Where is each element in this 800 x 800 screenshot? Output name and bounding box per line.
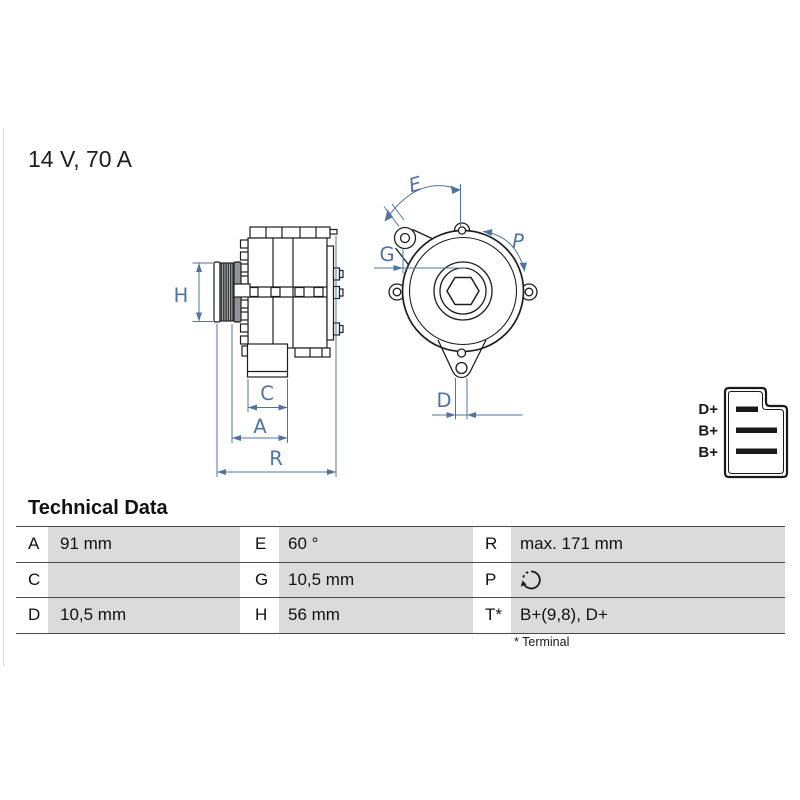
dim-label-a: A [253, 415, 267, 438]
param-value: 10,5 mm [48, 598, 240, 633]
product-rating-title: 14 V, 70 A [28, 146, 133, 172]
technical-data-table [16, 526, 785, 634]
param-value: max. 171 mm [511, 527, 785, 562]
param-key: H [240, 598, 279, 633]
pin-bar-bplus-1 [736, 428, 777, 434]
rotation-direction-icon [520, 568, 544, 592]
param-key: P [473, 563, 511, 598]
connector-pin-label-dplus: D+ [698, 401, 718, 418]
terminal-footnote: * Terminal [514, 635, 570, 649]
side-view-drawing [214, 227, 343, 377]
param-key: E [240, 527, 279, 562]
param-key: R [473, 527, 511, 562]
param-value: 56 mm [279, 598, 473, 633]
dim-label-c: C [260, 382, 274, 405]
dim-label-r: R [269, 447, 283, 470]
pin-bar-bplus-2 [736, 449, 777, 455]
pin-bar-dplus [736, 407, 758, 413]
technical-data-heading: Technical Data [28, 497, 168, 519]
dim-label-p: P [512, 230, 524, 253]
connector-diagram [698, 388, 787, 477]
table-row [16, 562, 785, 598]
connector-pin-label-bplus-1: B+ [698, 422, 718, 440]
param-key: G [240, 563, 279, 598]
connector-pin-label-bplus-2: B+ [698, 444, 718, 461]
param-value [48, 563, 240, 598]
dim-label-d: D [436, 389, 452, 412]
param-value: 60 ° [279, 527, 473, 562]
param-key: C [16, 563, 48, 598]
param-value: 91 mm [48, 527, 240, 562]
param-value [511, 563, 785, 598]
param-key: D [16, 598, 48, 633]
rear-bolts [334, 268, 344, 335]
dim-label-h: H [173, 284, 189, 307]
param-key: T* [473, 598, 511, 633]
table-row [16, 526, 785, 562]
dim-label-e: E [406, 171, 425, 198]
param-key: A [16, 527, 48, 562]
param-value: 10,5 mm [279, 563, 473, 598]
table-row [16, 597, 785, 633]
dim-label-g: G [379, 243, 395, 266]
param-value: B+(9,8), D+ [511, 598, 785, 633]
